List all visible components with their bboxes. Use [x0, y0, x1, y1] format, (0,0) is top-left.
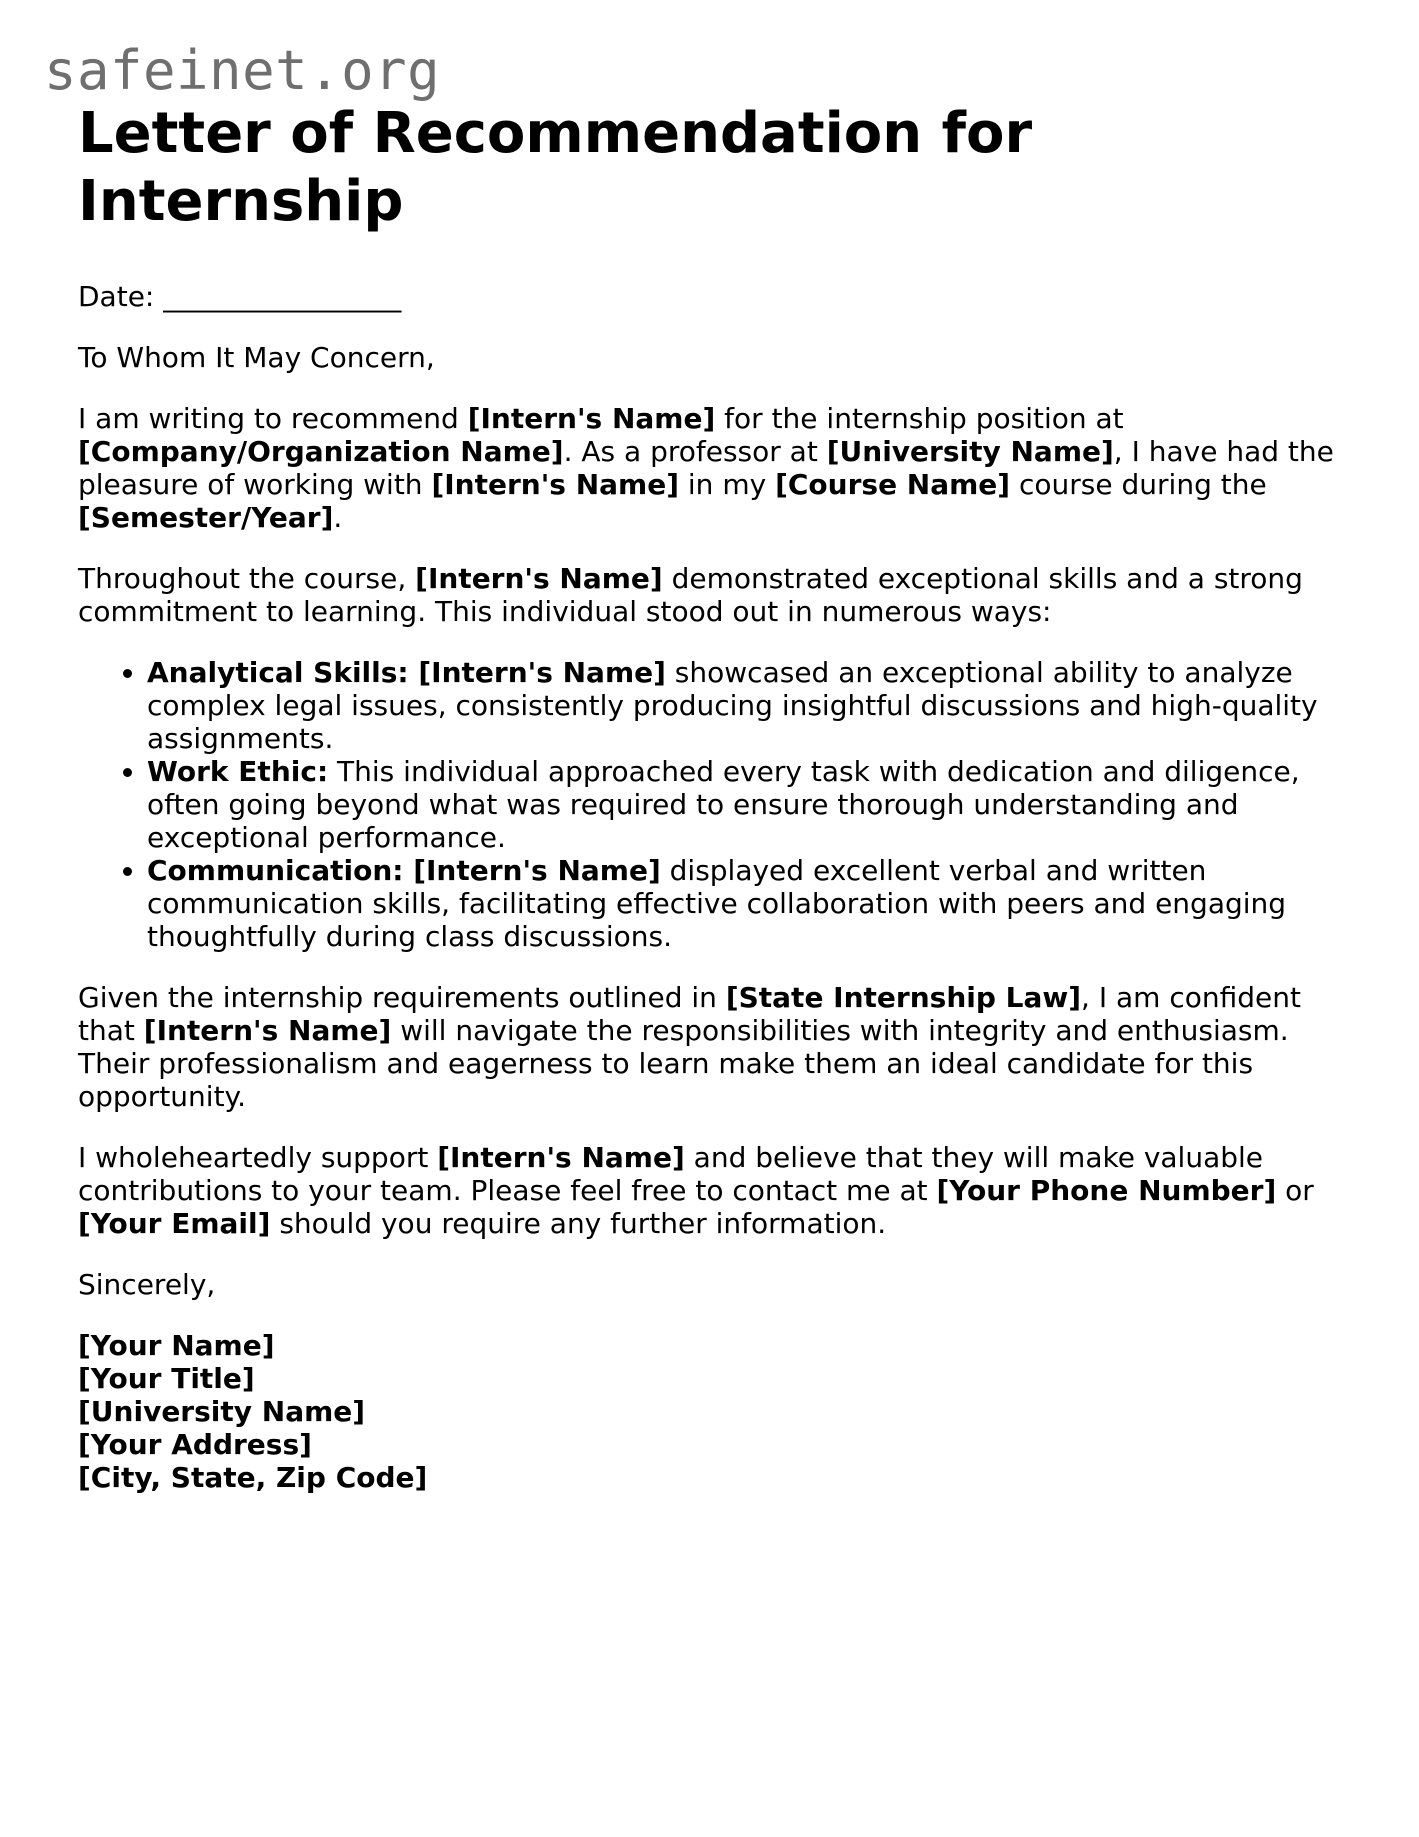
text: demonstrated exceptional skills and a strong commitment to learning. This individual stood out in numerous ways: — [78, 562, 1303, 628]
letter-title: Letter of Recommendation for Internship — [78, 101, 1033, 234]
text: in my — [679, 468, 776, 501]
signature-city: [City, State, Zip Code] — [78, 1461, 428, 1494]
list-item-heading: Communication: [Intern's Name] — [147, 854, 661, 887]
intern-name-placeholder: [Intern's Name] — [437, 1141, 685, 1174]
list-item-text: This individual approached every task with dedication and diligence, often going beyond what was required to ensure thorough understanding and exceptional performance. — [147, 755, 1300, 854]
list-item-work-ethic — [147, 755, 1348, 854]
intern-name-placeholder: [Intern's Name] — [143, 1014, 392, 1047]
text: or — [1276, 1174, 1314, 1207]
university-placeholder: [University Name] — [826, 435, 1114, 468]
intern-name-placeholder: [Intern's Name] — [431, 468, 679, 501]
list-item-analytical — [147, 656, 1348, 755]
semester-placeholder: [Semester/Year] — [78, 501, 334, 534]
course-placeholder: [Course Name] — [775, 468, 1011, 501]
company-placeholder: [Company/Organization Name] — [78, 435, 564, 468]
text: I am writing to recommend — [78, 402, 468, 435]
signature-university: [University Name] — [78, 1395, 366, 1428]
date-label: Date: — [78, 280, 155, 313]
date-line — [78, 280, 1348, 313]
intern-name-placeholder: [Intern's Name] — [467, 402, 716, 435]
salutation: To Whom It May Concern, — [78, 341, 435, 374]
closing: Sincerely, — [78, 1268, 216, 1301]
signature-block — [78, 1329, 1348, 1494]
text: Given the internship requirements outlined in — [78, 981, 726, 1014]
intern-name-placeholder: [Intern's Name] — [415, 562, 663, 595]
text: . As a professor at — [563, 435, 827, 468]
text: , I have had the pleasure of working with — [78, 435, 1334, 501]
text: . — [333, 501, 343, 534]
list-item-text: displayed excellent verbal and written communication skills, facilitating effective collaboration with peers and engaging thoughtfully during class discussions. — [147, 854, 1287, 953]
skills-list — [78, 656, 1348, 953]
support-paragraph — [78, 1141, 1348, 1240]
list-item-heading: Analytical Skills: [Intern's Name] — [147, 656, 666, 689]
text: Throughout the course, — [78, 562, 416, 595]
watermark: safeinet.org — [44, 39, 441, 102]
date-blank: _________________ — [163, 280, 402, 313]
confidence-paragraph — [78, 981, 1348, 1113]
email-placeholder: [Your Email] — [78, 1207, 271, 1240]
text: should you require any further information. — [270, 1207, 887, 1240]
text: for the internship position at — [715, 402, 1124, 435]
phone-placeholder: [Your Phone Number] — [936, 1174, 1277, 1207]
list-item-heading: Work Ethic: — [147, 755, 329, 788]
text: course during the — [1010, 468, 1267, 501]
skills-intro-paragraph — [78, 562, 1348, 628]
text: will navigate the responsibilities with integrity and enthusiasm. Their professionalism and eagerness to learn make them an ideal candidate for this opportunity. — [78, 1014, 1289, 1113]
text: and believe that they will make valuable contributions to your team. Please feel free to contact me at — [78, 1141, 1264, 1207]
list-item-communication — [147, 854, 1348, 953]
signature-address: [Your Address] — [78, 1428, 312, 1461]
signature-name: [Your Name] — [78, 1329, 275, 1362]
text: , I am confident that — [78, 981, 1301, 1047]
list-item-text: showcased an exceptional ability to analyze complex legal issues, consistently producing insightful discussions and high-quality assignments. — [147, 656, 1318, 755]
state-law-placeholder: [State Internship Law] — [725, 981, 1082, 1014]
letter-page — [78, 100, 1348, 1522]
intro-paragraph — [78, 402, 1348, 534]
signature-title: [Your Title] — [78, 1362, 255, 1395]
text: I wholeheartedly support — [78, 1141, 438, 1174]
